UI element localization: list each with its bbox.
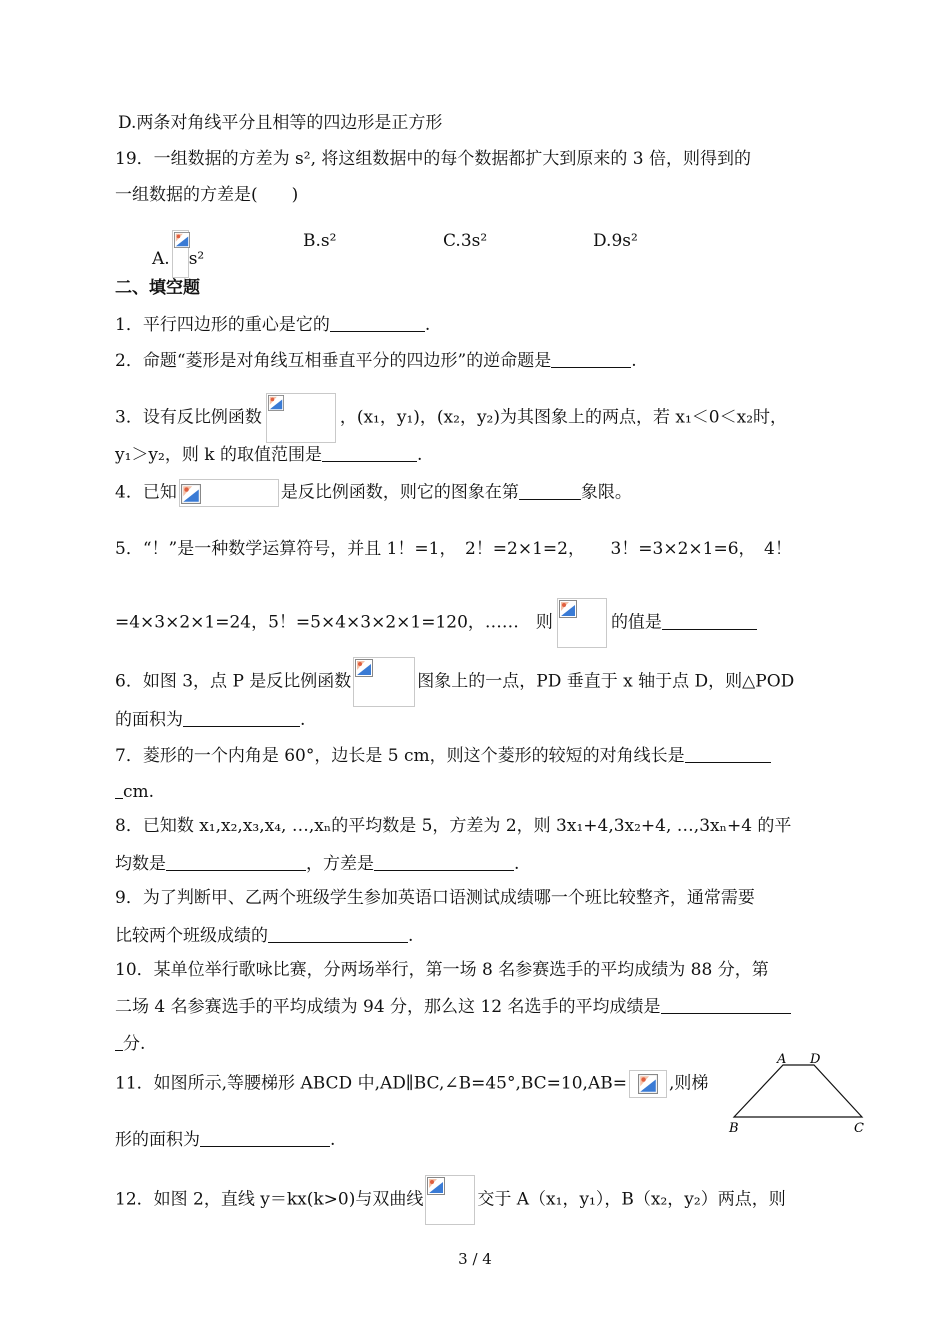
formula-image: [353, 657, 415, 707]
vertex-label-b: B: [729, 1121, 739, 1136]
question-text: 10．某单位举行歌咏比赛，分两场举行，第一场 8 名参赛选手的平均成绩为 88 分，第: [115, 960, 769, 980]
answer-blank: [200, 1128, 330, 1147]
option-text: D.两条对角线平分且相等的四边形是正方形: [118, 113, 443, 133]
formula-image: [557, 598, 607, 648]
question-9-line2: 比较两个班级成绩的 .: [115, 926, 414, 946]
question-text: 1．平行四边形的重心是它的: [115, 315, 330, 335]
question-text: 是反比例函数，则它的图象在第: [280, 482, 519, 503]
question-text: 19．一组数据的方差为 s², 将这组数据中的每个数据都扩大到原来的 3 倍，则得到的: [115, 149, 752, 169]
question-12: [115, 1175, 786, 1225]
option-d: [593, 230, 638, 252]
question-7-line2: [115, 780, 154, 803]
question-4: [115, 479, 632, 507]
question-3-line1: [115, 393, 787, 443]
vertex-label-d: D: [810, 1052, 821, 1067]
question-3-line2: y₁＞y₂，则 k 的取值范围是 .: [115, 445, 423, 465]
question-text: 一组数据的方差是( ): [115, 185, 299, 205]
option-value: 9s²: [611, 231, 638, 251]
broken-image-icon: [172, 230, 189, 278]
question-text: cm.: [123, 782, 155, 802]
option-a: [152, 230, 204, 278]
question-text: ，方差是: [306, 854, 374, 874]
broken-image-icon: [355, 659, 373, 677]
question-text: =4×3×2×1=24，5！=5×4×3×2×1=120，…… 则: [115, 612, 553, 633]
question-11-line2: 形的面积为 .: [115, 1130, 336, 1150]
option-value: 3s²: [460, 231, 488, 251]
option-value: s²: [320, 231, 337, 251]
question-6-line2: 的面积为 .: [115, 710, 306, 730]
question-text: y₁＞y₂，则 k 的取值范围是: [115, 445, 322, 465]
question-5-line1: [115, 538, 792, 560]
formula-image: [179, 479, 279, 507]
answer-blank: [330, 313, 425, 332]
question-10-line1: [115, 959, 769, 981]
question-19-line1: [115, 148, 751, 170]
broken-image-icon: [181, 484, 201, 504]
question-2: 2．命题“菱形是对角线互相垂直平分的四边形”的逆命题是 .: [115, 351, 637, 371]
question-text: 形的面积为: [115, 1130, 200, 1150]
answer-blank: [374, 852, 514, 871]
question-8-line1: [115, 815, 791, 837]
question-text: 比较两个班级成绩的: [115, 926, 268, 946]
answer-blank: [662, 611, 757, 630]
question-10-line3: [115, 1032, 145, 1055]
answer-blank: [166, 852, 306, 871]
section-title: 二、填空题: [115, 278, 200, 298]
question-text: ,则梯: [668, 1073, 709, 1094]
formula-image: [629, 1070, 667, 1098]
option-label: B.: [303, 231, 321, 251]
answer-blank: [661, 995, 791, 1014]
question-text: 交于 A（x₁，y₁），B（x₂，y₂）两点，则: [477, 1189, 786, 1210]
answer-blank: [551, 349, 631, 368]
question-text: 11．如图所示,等腰梯形 ABCD 中,AD∥BC,∠B=45°,BC=10,AB=: [115, 1073, 627, 1094]
answer-blank: [115, 1032, 123, 1051]
option-label: A.: [152, 249, 170, 269]
question-text: 图象上的一点，PD 垂直于 x 轴于点 D，则△POD: [417, 671, 795, 692]
question-text: 3．设有反比例函数: [115, 407, 262, 428]
question-text: 均数是: [115, 854, 166, 874]
question-text: 2．命题“菱形是对角线互相垂直平分的四边形”的逆命题是: [115, 351, 552, 371]
broken-image-icon: [427, 1177, 445, 1195]
vertex-label-a: A: [777, 1052, 787, 1067]
question-text: 9．为了判断甲、乙两个班级学生参加英语口语测试成绩哪一个班比较整齐，通常需要: [115, 888, 755, 908]
question-text: ，(x₁，y₁)，(x₂，y₂)为其图象上的两点，若 x₁＜0＜x₂时，: [339, 407, 788, 428]
answer-blank: [268, 924, 408, 943]
option-c: [443, 230, 487, 252]
answer-blank: [519, 481, 581, 500]
option-b: [303, 230, 336, 252]
vertex-label-c: C: [854, 1121, 864, 1136]
question-text: 5．“！”是一种数学运算符号，并且 1！=1， 2！=2×1=2， 3！=3×2×1=6， 4！: [115, 539, 792, 559]
question-1: 1．平行四边形的重心是它的 .: [115, 315, 431, 335]
answer-blank: [322, 443, 417, 462]
page-number: 3 / 4: [458, 1250, 492, 1268]
broken-image-icon: [559, 600, 577, 618]
question-text: 二场 4 名参赛选手的平均成绩为 94 分，那么这 12 名选手的平均成绩是: [115, 997, 661, 1017]
question-text: 的值是: [610, 612, 662, 633]
question-text: 分.: [123, 1034, 146, 1054]
option-d-previous: [118, 112, 442, 134]
question-7-line1: [115, 744, 771, 767]
option-label: D.: [593, 231, 612, 251]
question-text: 8．已知数 x₁,x₂,x₃,x₄, …,xₙ的平均数是 5，方差为 2，则 3x₁+4,3x₂+4, …,3xₙ+4 的平: [115, 816, 792, 836]
question-text: 12．如图 2，直线 y＝kx(k>0)与双曲线: [115, 1189, 424, 1210]
question-10-line2: [115, 995, 791, 1018]
question-text: 象限。: [580, 482, 632, 503]
question-6-line1: [115, 657, 794, 707]
question-5-line2: [115, 598, 757, 648]
question-text: 6．如图 3，点 P 是反比例函数: [115, 671, 352, 692]
formula-image: [425, 1175, 475, 1225]
answer-blank: [183, 708, 300, 727]
question-text: 7．菱形的一个内角是 60°，边长是 5 cm，则这个菱形的较短的对角线长是: [115, 746, 685, 766]
answer-blank: [115, 780, 123, 799]
option-label: C.: [443, 231, 461, 251]
question-11-line1: [115, 1070, 708, 1098]
question-text: 的面积为: [115, 710, 183, 730]
trapezoid-figure: [725, 1050, 875, 1140]
broken-image-icon: [638, 1074, 658, 1094]
question-text: 4．已知: [115, 482, 177, 503]
option-value: s²: [188, 249, 205, 269]
question-19-line2: [115, 184, 298, 206]
broken-image-icon: [268, 395, 284, 411]
answer-blank: [685, 744, 771, 763]
formula-image: [266, 393, 336, 443]
question-8-line2: 均数是 ，方差是 .: [115, 854, 520, 874]
question-9-line1: [115, 887, 755, 909]
